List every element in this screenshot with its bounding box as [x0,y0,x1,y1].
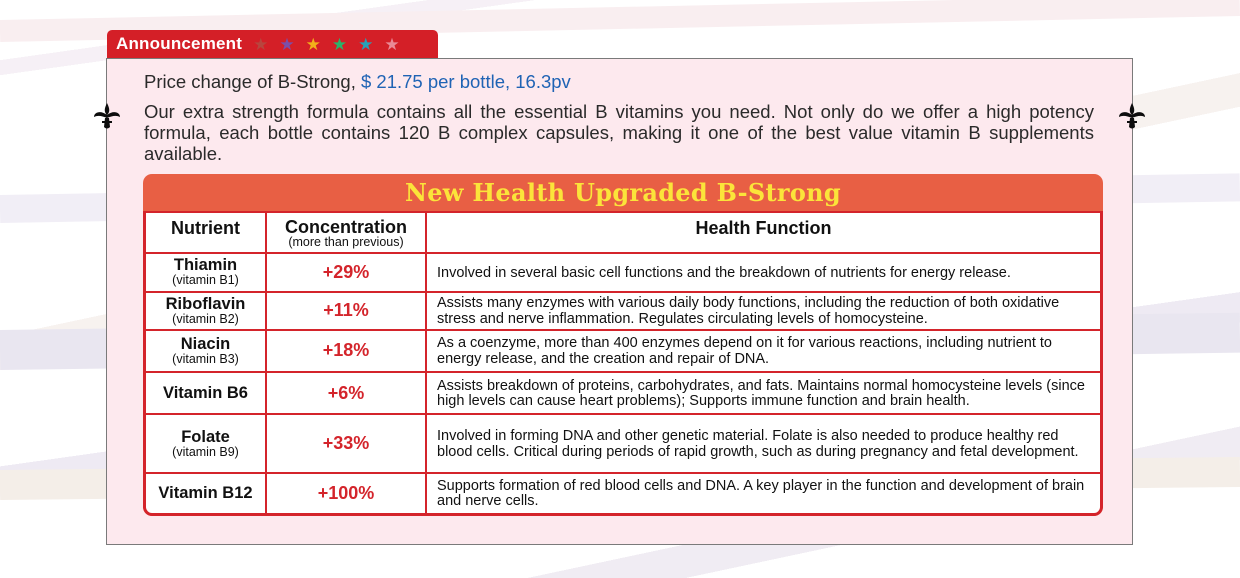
announcement-label: Announcement [116,34,243,53]
fleur-de-lis-icon [1117,101,1147,133]
nutrient-name: Folate [181,427,230,446]
table-row [146,253,1100,291]
concentration-value: +18% [266,330,426,372]
nutrient-name: Niacin [180,334,231,353]
concentration-value: +29% [266,253,426,291]
nutrient-cell [146,330,266,372]
nutrient-alt-name: (vitamin B9) [172,444,239,459]
concentration-value: +100% [266,473,426,513]
health-function-text: As a coenzyme, more than 400 enzymes depend on it for various reactions, including nutrient to energy release, and the creation and repair of DNA. [426,330,1100,372]
star-rating [253,36,400,53]
nutrient-alt-name: (vitamin B3) [172,351,239,366]
header-concentration [266,213,426,253]
star-icon: ★ [305,34,321,54]
table-row [146,292,1100,330]
nutrient-cell [146,253,266,291]
nutrient-table [143,174,1103,516]
table-title: New Health Upgraded B-Strong [405,178,841,207]
table-row [146,372,1100,414]
nutrient-alt-name: (vitamin B2) [172,311,239,326]
concentration-value: +11% [266,292,426,330]
price-change-line [144,71,571,93]
nutrient-name: Vitamin B12 [158,483,253,502]
table-row [146,473,1100,513]
header-health-function: Health Function [426,213,1100,253]
star-icon: ★ [253,34,269,54]
nutrient-cell [146,372,266,414]
health-function-text: Supports formation of red blood cells and DNA. A key player in the function and development of brain and nerve cells. [426,473,1100,513]
nutrient-cell [146,473,266,513]
nutrient-alt-name: (vitamin B1) [172,273,239,288]
star-icon: ★ [384,34,400,54]
health-function-text: Involved in forming DNA and other genetic material. Folate is also needed to produce healthy red blood cells. Critical during periods of rapid growth, such as during pregnancy and fetal development. [426,414,1100,472]
star-icon: ★ [358,34,374,54]
nutrient-cell [146,414,266,472]
nutrient-name: Vitamin B6 [163,383,248,402]
fleur-de-lis-icon [92,101,122,133]
star-icon: ★ [279,34,295,54]
nutrient-name: Riboflavin [165,294,246,313]
header-nutrient: Nutrient [146,213,266,253]
header-concentration-sub: (more than previous) [288,235,404,249]
star-icon: ★ [331,34,348,54]
table-header-row [146,213,1100,253]
price-prefix: Price change of B-Strong, [144,71,356,92]
health-function-text: Assists many enzymes with various daily body functions, including the reduction of both oxidative stress and nerve inflammation. Regulates circulating levels of homocysteine. [426,292,1100,330]
product-description: Our extra strength formula contains all the essential B vitamins you need. Not only do we offer a high potency formula, each bottle contains 120 B complex capsules, making it one of the best value vitamin B supplements available. [144,101,1094,164]
concentration-value: +33% [266,414,426,472]
header-concentration-label: Concentration [284,217,407,237]
health-function-text: Involved in several basic cell functions and the breakdown of nutrients for energy release. [426,253,1100,291]
nutrient-cell [146,292,266,330]
price-value: $ 21.75 per bottle, 16.3pv [360,71,571,92]
concentration-value: +6% [266,372,426,414]
health-function-text: Assists breakdown of proteins, carbohydrates, and fats. Maintains normal homocysteine levels (since high levels can cause heart problems); Supports immune function and brain health. [426,372,1100,414]
nutrient-name: Thiamin [173,256,238,275]
table-row [146,414,1100,472]
announcement-badge [107,30,438,58]
table-row [146,330,1100,372]
table-grid [143,211,1103,516]
